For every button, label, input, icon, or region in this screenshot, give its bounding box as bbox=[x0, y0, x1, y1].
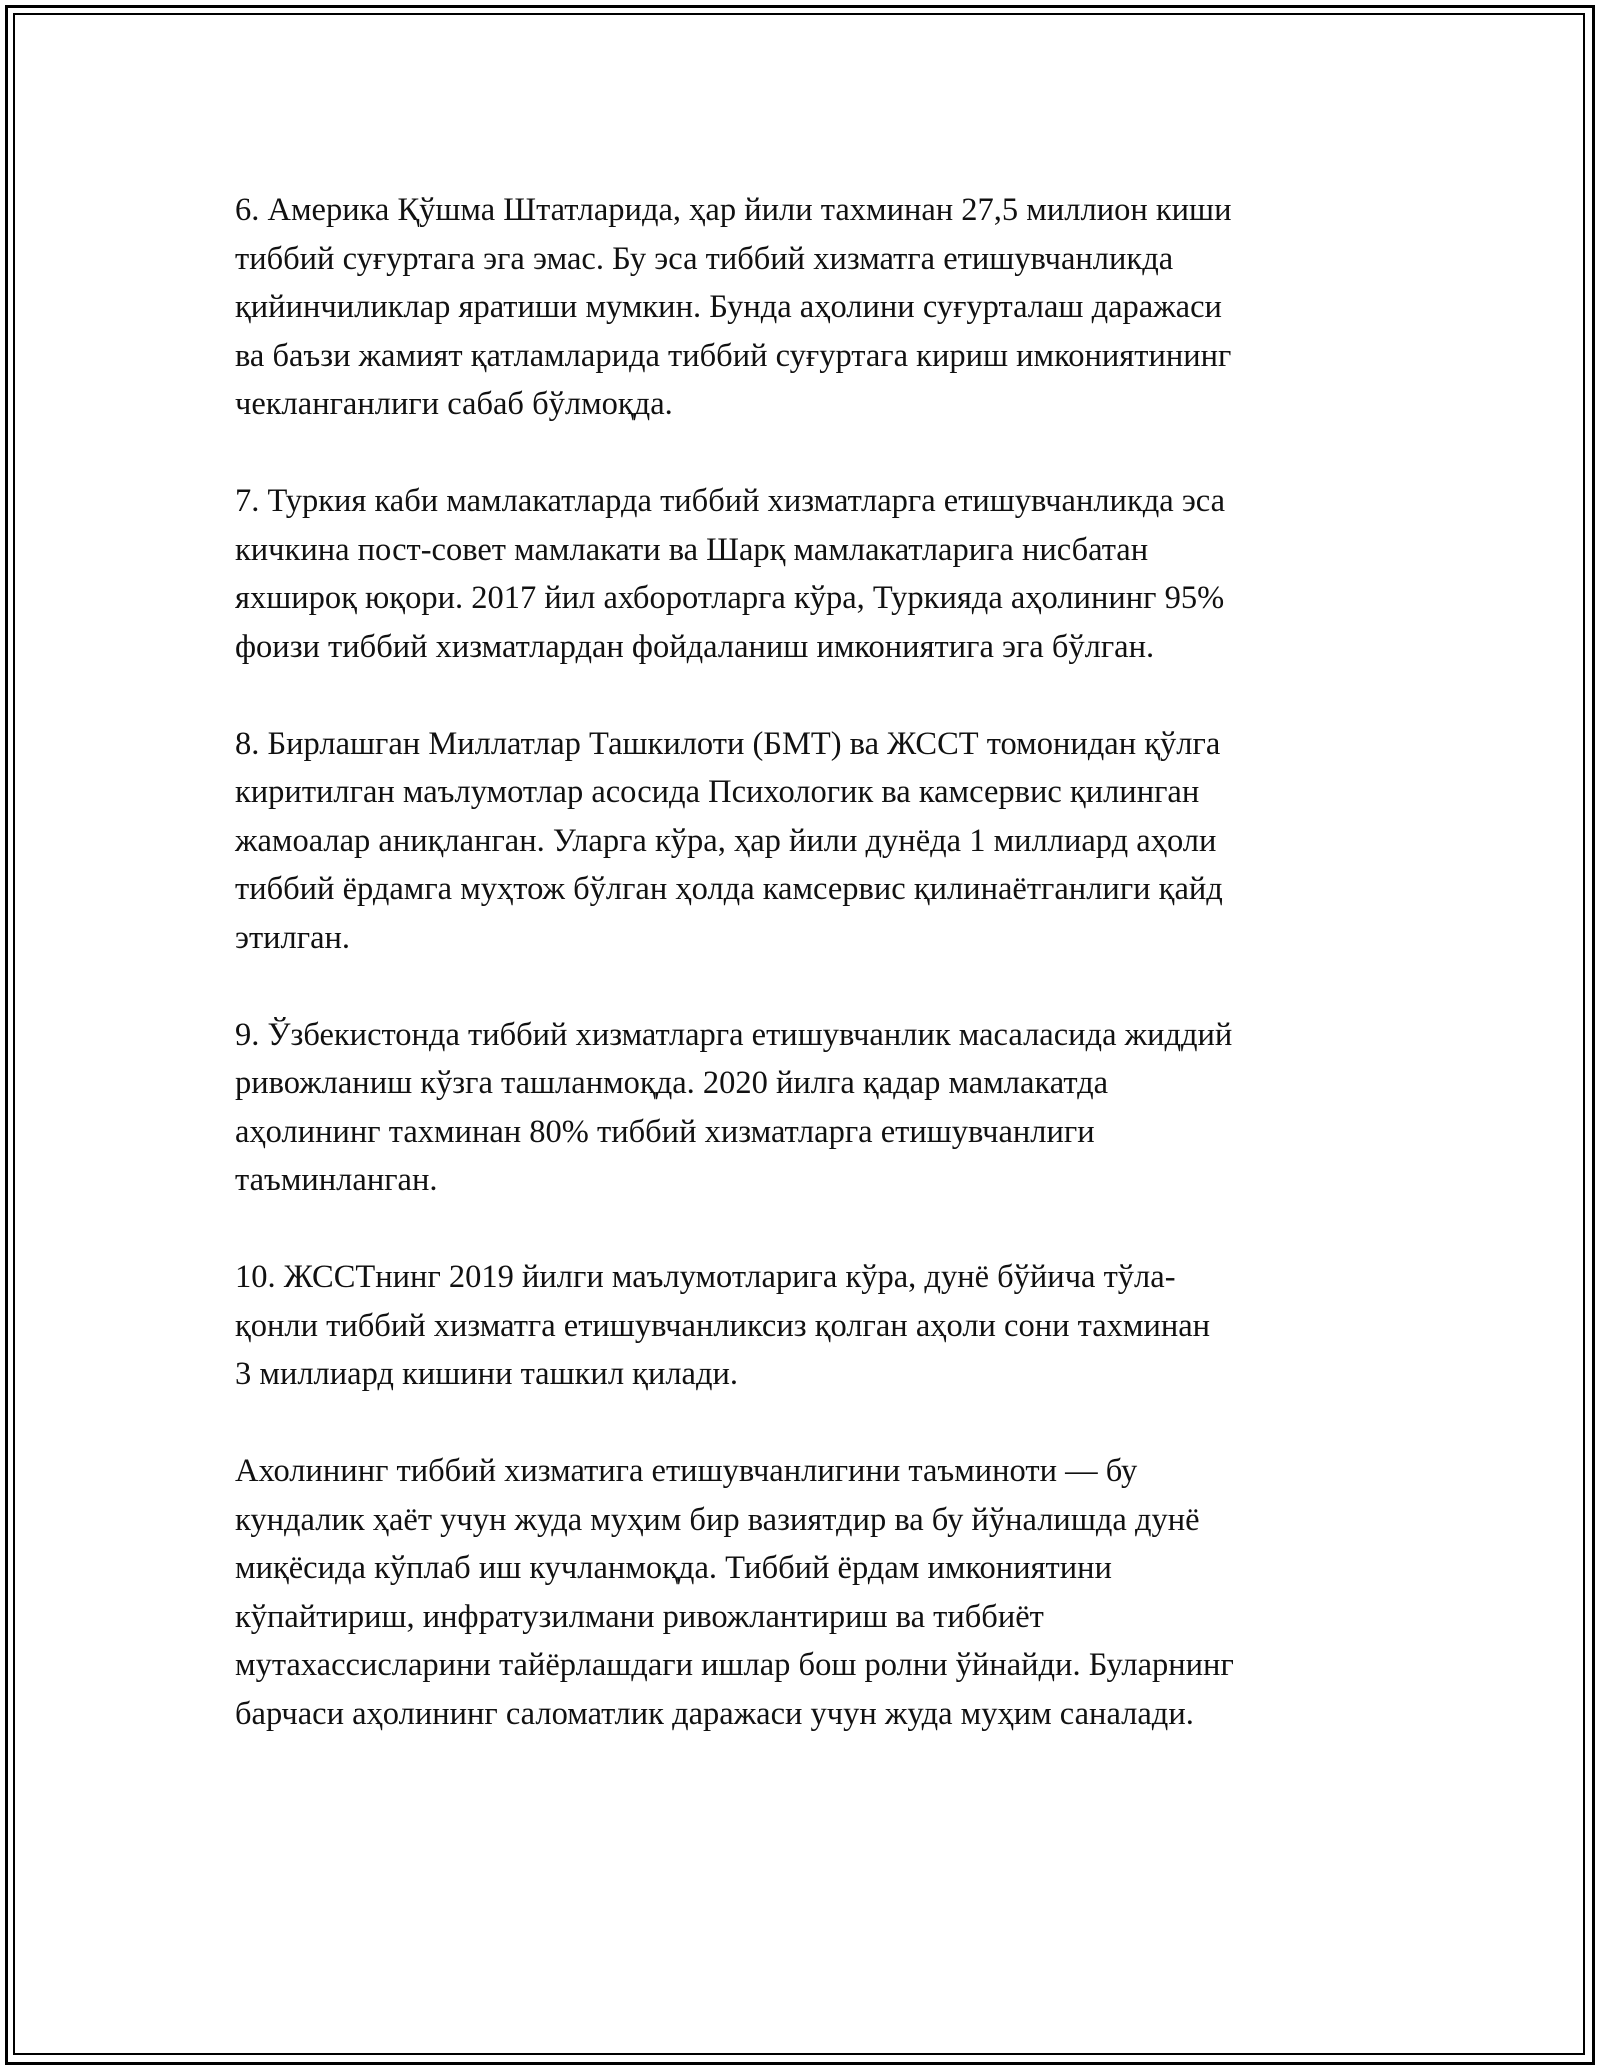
text-line: таъминланган. bbox=[235, 1162, 438, 1198]
text-line: 8. Бирлашган Миллатлар Ташкилоти (БМТ) ва ЖССТ томонидан қўлга bbox=[235, 725, 1221, 762]
paragraph-7 bbox=[235, 477, 1375, 671]
text-line: ва баъзи жамият қатламларида тиббий суғуртага кириш имкониятининг bbox=[235, 337, 1232, 374]
text-line: 6. Америка Қўшма Штатларида, ҳар йили тахминан 27,5 миллион киши bbox=[235, 192, 1232, 228]
text-line: қийинчиликлар яратиши мумкин. Бунда аҳолини суғурталаш даражаси bbox=[235, 289, 1222, 325]
text-line: кўпайтириш, инфратузилмани ривожлантириш ва тиббиёт bbox=[235, 1598, 1044, 1635]
text-line: чекланганлиги сабаб бўлмоқда. bbox=[235, 386, 673, 422]
text-line: 3 миллиард кишини ташкил қилади. bbox=[235, 1356, 739, 1392]
text-line: тиббий суғуртага эга эмас. Бу эса тиббий хизматга етишувчанликда bbox=[235, 240, 1174, 277]
text-line: кичкина пост-совет мамлакати ва Шарқ мамлакатларига нисбатан bbox=[235, 531, 1149, 568]
text-line: этилган. bbox=[235, 919, 351, 956]
text-line: 9. Ўзбекистонда тиббий хизматларга етишувчанлик масаласида жиддий bbox=[235, 1016, 1233, 1053]
text-line: 10. ЖССТнинг 2019 йилги маълумотларига кўра, дунё бўйича тўла- bbox=[235, 1259, 1176, 1295]
text-line: яхшироқ юқори. 2017 йил ахборотларга кўра, Туркияда аҳолининг 95% bbox=[235, 580, 1225, 616]
text-line: аҳолининг тахминан 80% тиббий хизматларга етишувчанлиги bbox=[235, 1113, 1095, 1150]
paragraph-10 bbox=[235, 1253, 1375, 1399]
text-line: жамоалар аниқланган. Уларга кўра, ҳар йили дунёда 1 миллиард аҳоли bbox=[235, 822, 1217, 859]
text-line: қонли тиббий хизматга етишувчанликсиз қолган аҳоли сони тахминан bbox=[235, 1307, 1211, 1344]
text-line: тиббий ёрдамга муҳтож бўлган ҳолда камсервис қилинаётганлиги қайд bbox=[235, 871, 1223, 907]
text-line: барчаси аҳолининг саломатлик даражаси учун жуда муҳим саналади. bbox=[235, 1695, 1194, 1732]
paragraph-6 bbox=[235, 186, 1375, 429]
text-line: миқёсида кўплаб иш кучланмоқда. Тиббий ёрдам имкониятини bbox=[235, 1550, 1112, 1586]
conclusion-paragraph bbox=[235, 1447, 1375, 1738]
text-line: 7. Туркия каби мамлакатларда тиббий хизматларга етишувчанликда эса bbox=[235, 483, 1226, 519]
text-line: фоизи тиббий хизматлардан фойдаланиш имкониятига эга бўлган. bbox=[235, 628, 1155, 665]
paragraph-8 bbox=[235, 720, 1375, 963]
text-line: кундалик ҳаёт учун жуда муҳим бир вазиятдир ва бу йўналишда дунё bbox=[235, 1501, 1200, 1538]
text-line: мутахассисларини тайёрлашдаги ишлар бош ролни ўйнайди. Буларнинг bbox=[235, 1647, 1234, 1683]
document-body bbox=[235, 186, 1375, 1787]
text-line: ривожланиш кўзга ташланмоқда. 2020 йилга қадар мамлакатда bbox=[235, 1065, 1109, 1101]
text-line: Ахолининг тиббий хизматига етишувчанлигини таъминоти — бу bbox=[235, 1453, 1138, 1489]
paragraph-9 bbox=[235, 1011, 1375, 1205]
text-line: киритилган маълумотлар асосида Психологик ва камсервис қилинган bbox=[235, 774, 1200, 810]
